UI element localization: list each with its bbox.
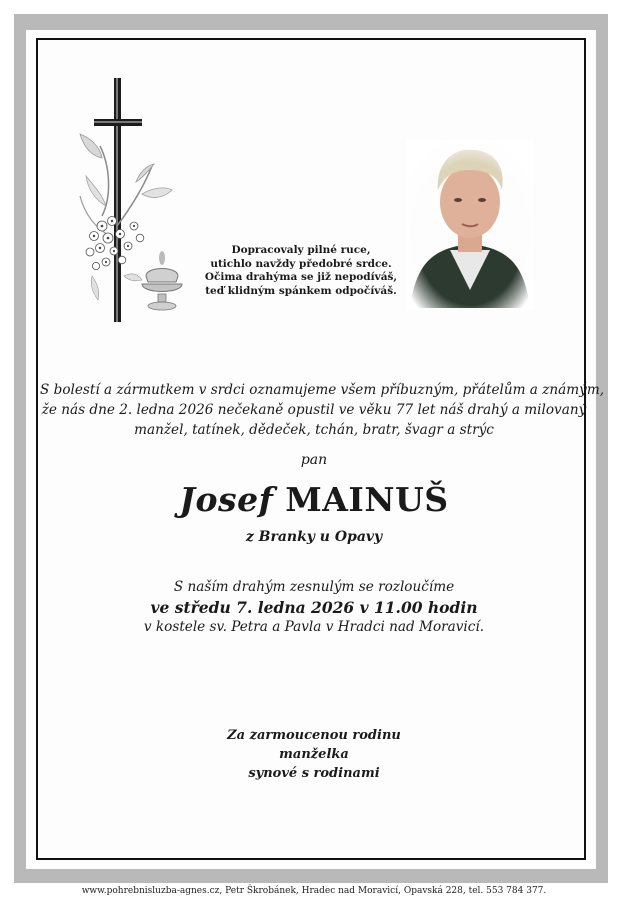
poem-line: utichlo navždy předobré srdce. — [210, 257, 392, 270]
honorific: pan — [300, 452, 328, 468]
family-signature — [0, 726, 628, 783]
poem-line: Dopracovaly pilné ruce, — [231, 244, 371, 256]
announcement-line: že nás dne 2. ledna 2026 nečekaně opustil ve věku 77 let náš drahý a milovaný — [41, 402, 587, 418]
signature-line: manželka — [279, 747, 349, 762]
signature-line: Za zarmoucenou rodinu — [227, 728, 401, 743]
ceremony-intro: S naším drahým zesnulým se rozloučíme — [173, 579, 455, 595]
deceased-given-name: Josef — [179, 480, 274, 519]
deceased-name — [0, 480, 628, 519]
cross-with-flowers-icon — [72, 76, 192, 326]
announcement-line: S bolestí a zármutkem v srdci oznamujeme všem příbuzným, přátelům a známým, — [40, 382, 605, 398]
announcement-text — [40, 380, 605, 440]
deceased-origin: z Branky u Opavy — [245, 529, 383, 545]
poem-line: Očima drahýma se již nepodíváš, — [204, 271, 398, 283]
signature-line: synové s rodinami — [248, 766, 380, 781]
poem — [196, 244, 406, 298]
ceremony-place: v kostele sv. Petra a Pavla v Hradci nad Moravicí. — [143, 619, 485, 635]
announcement-line: manžel, tatínek, dědeček, tchán, bratr, švagr a strýc — [134, 422, 494, 438]
funeral-service-footer: www.pohrebnisluzba-agnes.cz, Petr Škrobánek, Hradec nad Moravicí, Opavská 228, tel. 553 784 377. — [81, 886, 547, 896]
deceased-surname: MAINUŠ — [285, 480, 449, 519]
poem-line: teď klidným spánkem odpočíváš. — [205, 284, 397, 297]
ceremony-info — [0, 578, 628, 637]
ceremony-date: ve středu 7. ledna 2026 v 11.00 hodin — [150, 598, 478, 617]
portrait-photo — [406, 140, 534, 310]
